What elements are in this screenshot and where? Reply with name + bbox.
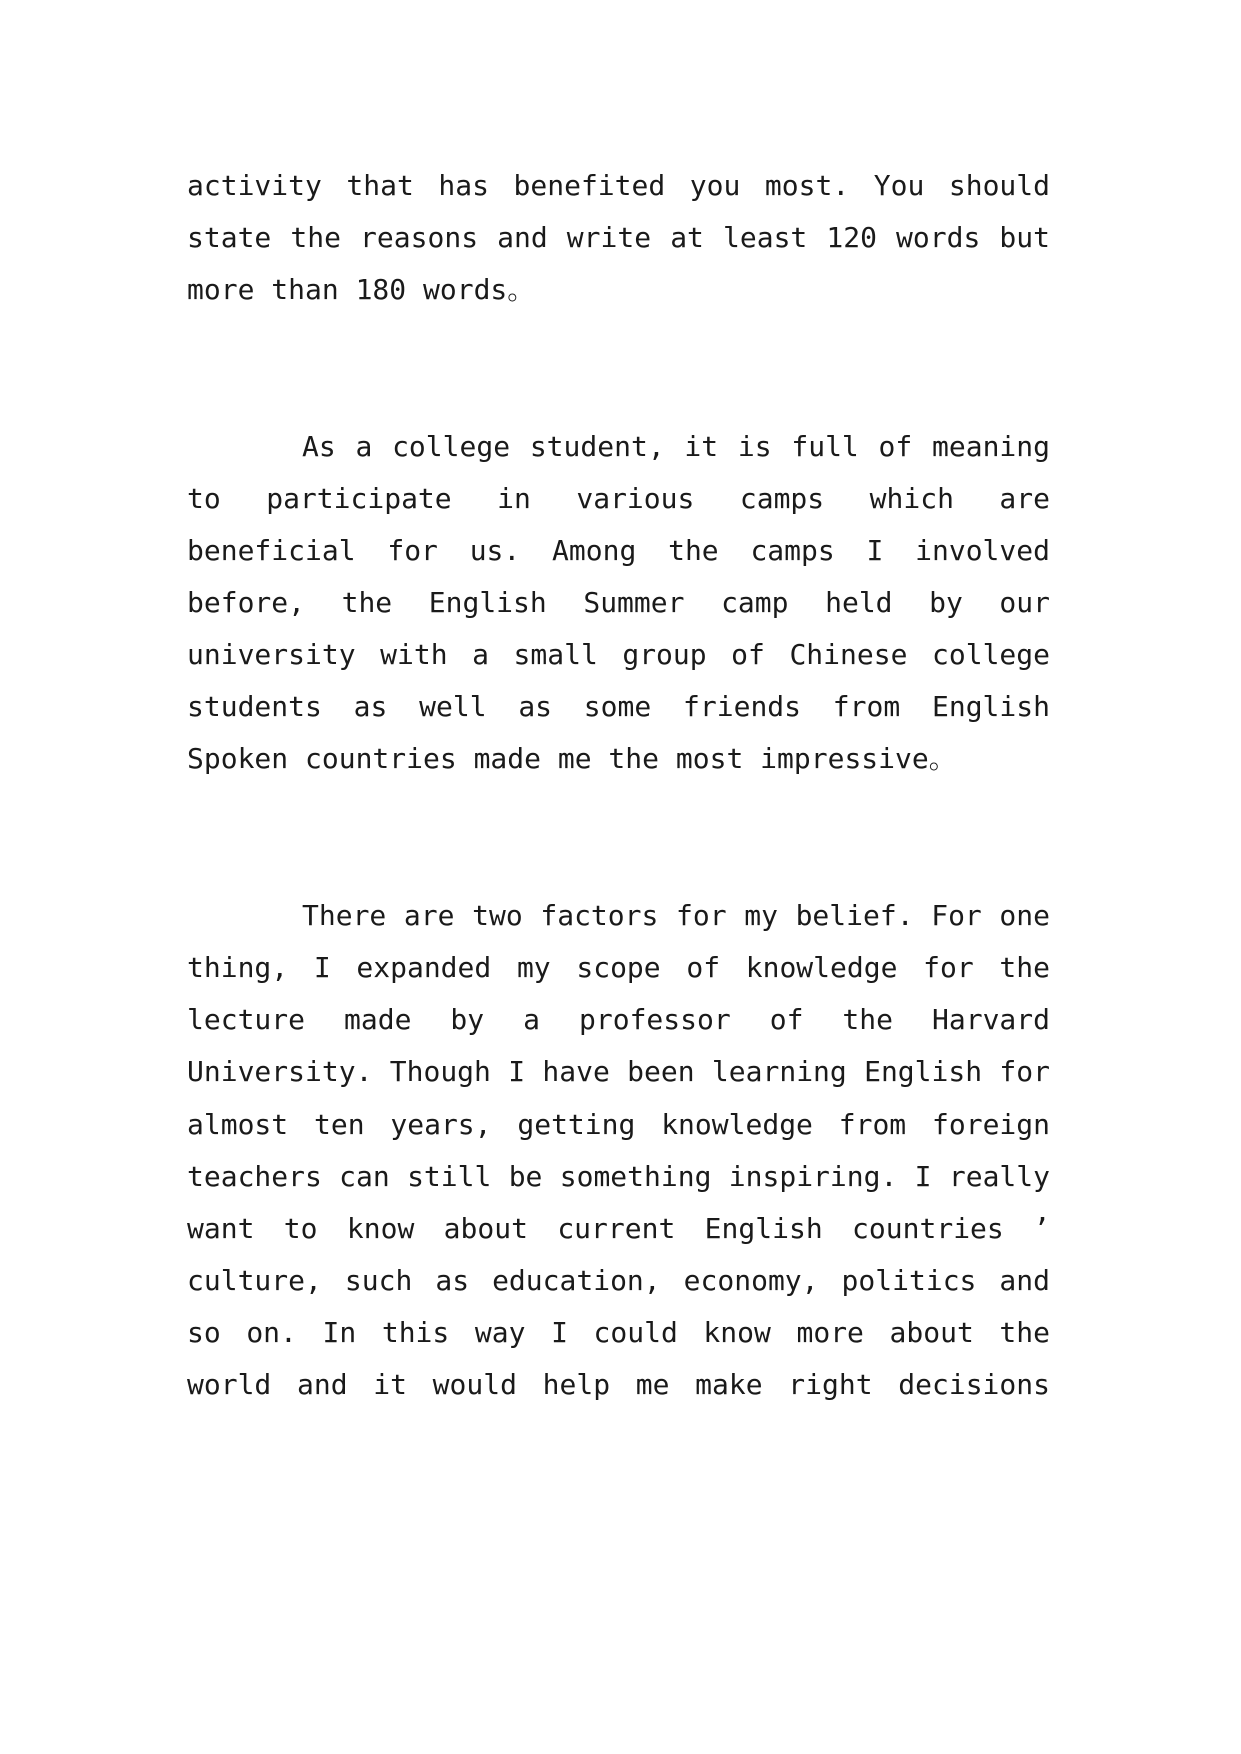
text-line: before, the English Summer camp held by our bbox=[187, 586, 1050, 619]
text-line: beneficial for us. Among the camps I involved bbox=[187, 534, 1050, 567]
text-line: almost ten years, getting knowledge from foreign bbox=[187, 1108, 1050, 1141]
text-line: University. Though I have been learning English for bbox=[187, 1055, 1050, 1088]
text-line: world and it would help me make right decisions bbox=[187, 1368, 1050, 1401]
text-line: more than 180 words。 bbox=[187, 273, 536, 306]
text-line: state the reasons and write at least 120 words but bbox=[187, 221, 1050, 254]
text-line: lecture made by a professor of the Harvard bbox=[187, 1003, 1050, 1036]
text-line: university with a small group of Chinese college bbox=[187, 638, 1050, 671]
text-line: culture, such as education, economy, politics and bbox=[187, 1264, 1050, 1297]
text-line: thing, I expanded my scope of knowledge for the bbox=[187, 951, 1050, 984]
text-line: As a college student, it is full of meaning bbox=[302, 430, 1050, 463]
text-line: students as well as some friends from English bbox=[187, 690, 1050, 723]
text-line: to participate in various camps which are bbox=[187, 482, 1050, 515]
text-line: Spoken countries made me the most impressive。 bbox=[187, 742, 957, 775]
text-line: so on. In this way I could know more about the bbox=[187, 1316, 1050, 1349]
text-line: There are two factors for my belief. For one bbox=[302, 899, 1050, 932]
text-line: want to know about current English countries ’ bbox=[187, 1212, 1050, 1245]
text-line: activity that has benefited you most. You should bbox=[187, 169, 1050, 202]
text-line: teachers can still be something inspiring. I really bbox=[187, 1160, 1050, 1193]
